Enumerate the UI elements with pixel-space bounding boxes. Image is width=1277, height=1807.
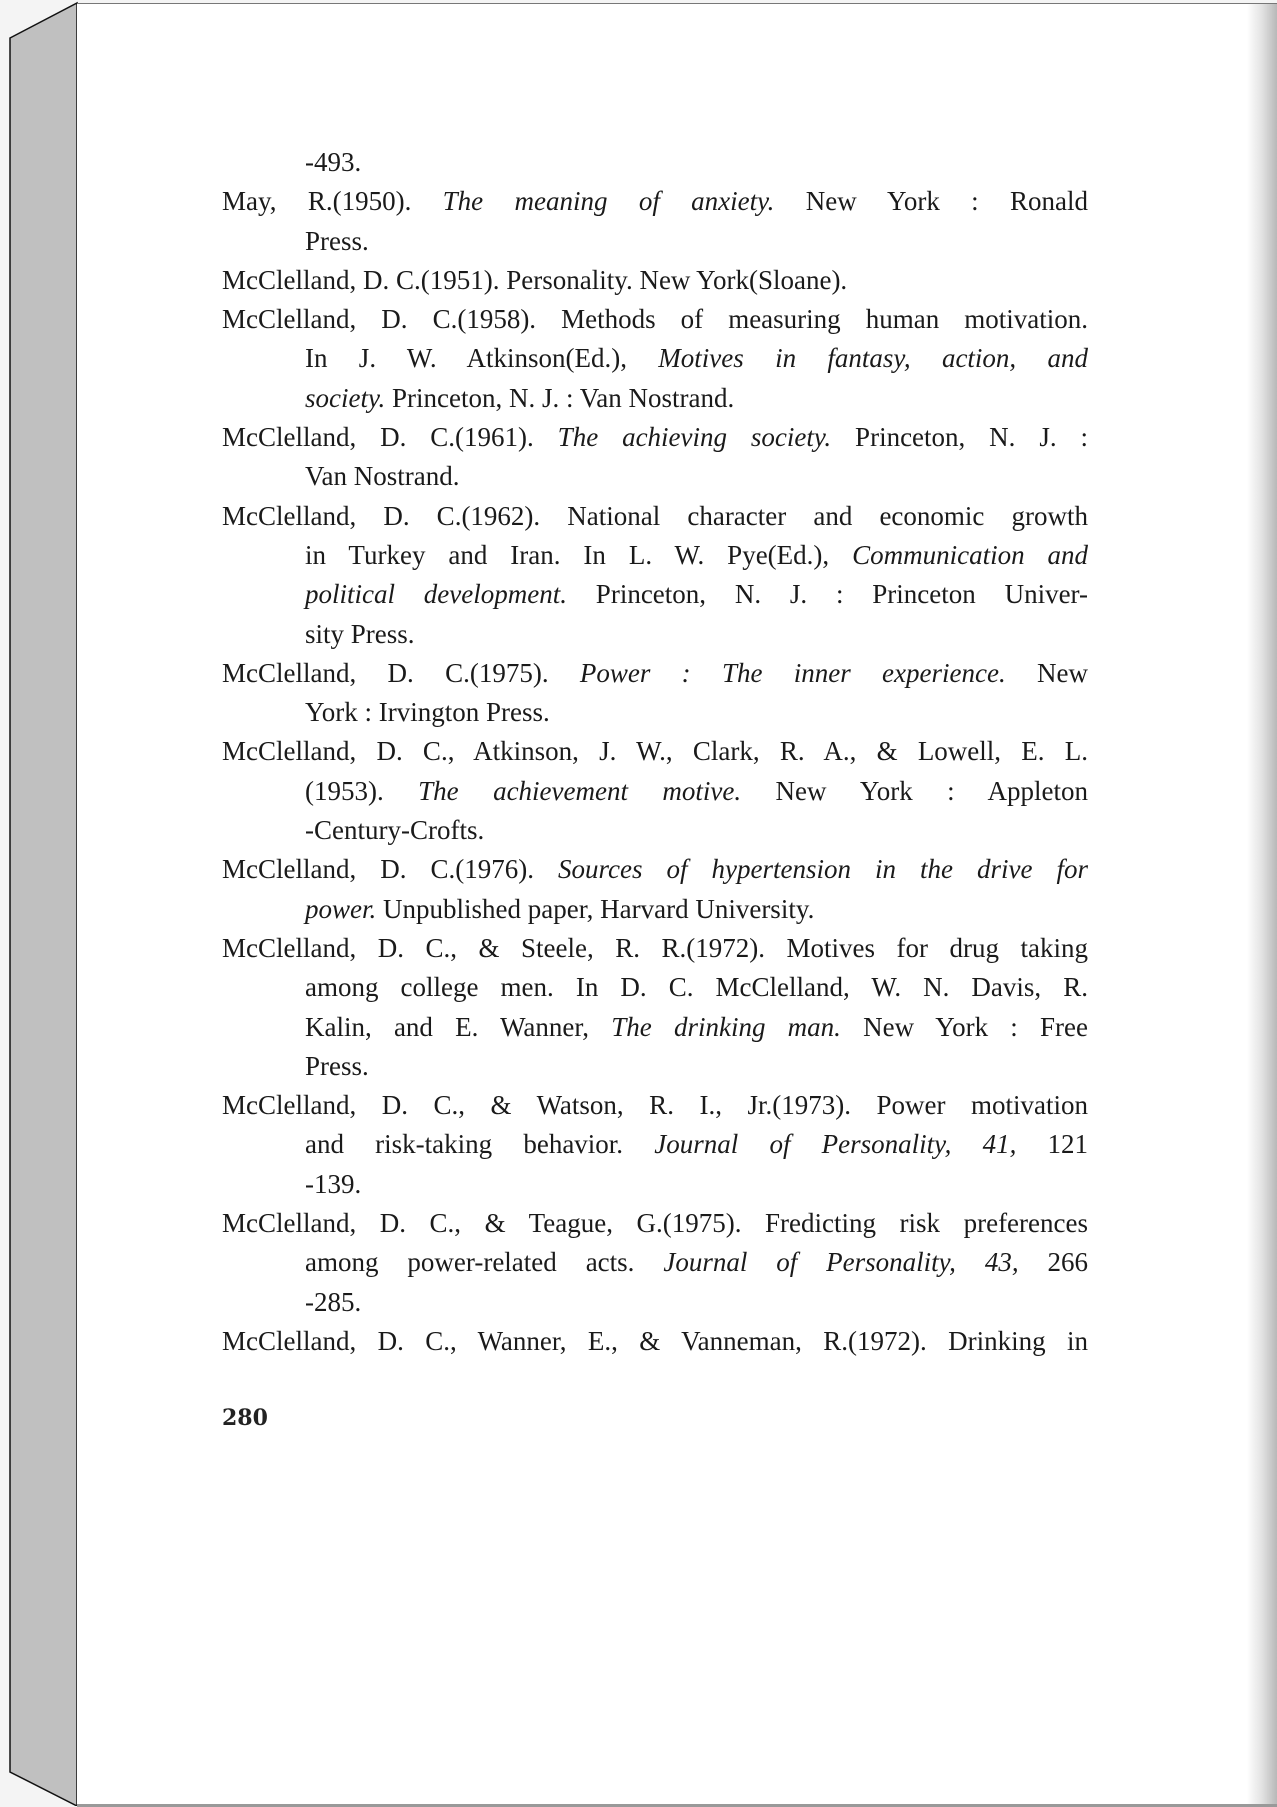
reference-entry — [222, 182, 1088, 261]
reference-text: Press. — [305, 225, 369, 256]
italic-title: power. — [305, 893, 377, 924]
reference-line — [222, 300, 1088, 339]
reference-line — [222, 457, 1088, 496]
italic-title: political development. — [305, 579, 567, 610]
reference-text: -Century-Crofts. — [305, 815, 485, 846]
reference-entry — [222, 1086, 1088, 1204]
reference-line — [222, 732, 1088, 771]
reference-line — [222, 811, 1088, 850]
reference-text: -139. — [305, 1168, 362, 1199]
italic-title: society. — [305, 382, 386, 413]
reference-line — [222, 890, 1088, 929]
reference-entry — [222, 1322, 1088, 1361]
reference-text: Kalin, and E. Wanner, — [305, 1011, 612, 1042]
reference-line — [222, 1204, 1088, 1243]
reference-text: May, R.(1950). — [222, 186, 443, 217]
reference-text: McClelland, D. C.(1962). National character and economic growth — [222, 500, 1088, 531]
reference-line — [222, 379, 1088, 418]
reference-text: New York : Free — [840, 1011, 1088, 1042]
reference-list — [222, 143, 1088, 1361]
reference-line — [222, 929, 1088, 968]
reference-text: Unpublished paper, Harvard University. — [376, 893, 815, 924]
reference-line — [222, 693, 1088, 732]
page-number: 280 — [222, 1405, 268, 1431]
reference-line — [222, 654, 1088, 693]
reference-line — [222, 1047, 1088, 1086]
reference-entry — [222, 143, 1088, 182]
reference-line — [222, 182, 1088, 221]
reference-entry — [222, 654, 1088, 733]
reference-text: Princeton, N. J. : — [831, 422, 1088, 453]
reference-text: McClelland, D. C., Atkinson, J. W., Clark, R. A., & Lowell, E. L. — [222, 736, 1088, 767]
reference-text: New York : Appleton — [741, 775, 1089, 806]
reference-line — [222, 261, 1088, 300]
reference-text: in Turkey and Iran. In L. W. Pye(Ed.), — [305, 539, 853, 570]
reference-line — [222, 1322, 1088, 1361]
italic-title: Sources of hypertension in the drive for — [558, 854, 1088, 885]
reference-entry — [222, 418, 1088, 497]
reference-line — [222, 143, 1088, 182]
italic-title: Journal of Personality, 43, — [663, 1247, 1019, 1278]
reference-text: 266 — [1018, 1247, 1089, 1278]
reference-line — [222, 222, 1088, 261]
reference-entry — [222, 732, 1088, 850]
reference-text: Princeton, N. J. : Van Nostrand. — [385, 382, 735, 413]
reference-line — [222, 615, 1088, 654]
italic-title: Power : The inner experience. — [579, 657, 1006, 688]
italic-title: The achievement motive. — [418, 775, 742, 806]
reference-text: -493. — [305, 147, 362, 177]
book-spine — [0, 0, 78, 1806]
reference-text: 121 — [1016, 1129, 1089, 1160]
reference-text: New — [1005, 657, 1089, 688]
reference-line — [222, 1008, 1088, 1047]
reference-entry — [222, 1204, 1088, 1322]
reference-line — [222, 339, 1088, 378]
reference-text: among power-related acts. — [305, 1247, 664, 1278]
reference-text: McClelland, D. C.(1958). Methods of measuring human motivation. — [222, 304, 1088, 335]
reference-line — [222, 1283, 1088, 1322]
reference-text: McClelland, D. C.(1976). — [222, 854, 558, 885]
reference-line — [222, 1125, 1088, 1164]
reference-line — [222, 536, 1088, 575]
reference-text: Press. — [305, 1050, 369, 1081]
reference-text: New York : Ronald — [774, 186, 1088, 217]
reference-line — [222, 968, 1088, 1007]
reference-text: and risk-taking behavior. — [305, 1129, 655, 1160]
italic-title: The achieving society. — [557, 422, 832, 453]
reference-text: (1953). — [305, 775, 419, 806]
reference-text: -285. — [305, 1286, 362, 1317]
reference-text: McClelland, D. C.(1951). Personality. New York(Sloane). — [222, 264, 848, 295]
reference-line — [222, 1086, 1088, 1125]
italic-title: Motives in fantasy, action, and — [658, 343, 1089, 374]
reference-line — [222, 1243, 1088, 1282]
reference-line — [222, 1165, 1088, 1204]
reference-text: McClelland, D. C., & Steele, R. R.(1972). Motives for drug taking — [222, 932, 1088, 963]
reference-text: Van Nostrand. — [305, 461, 460, 492]
reference-text: among college men. In D. C. McClelland, W. N. Davis, R. — [305, 972, 1088, 1003]
reference-text: In J. W. Atkinson(Ed.), — [305, 343, 659, 374]
reference-entry — [222, 929, 1088, 1086]
reference-text: McClelland, D. C.(1961). — [222, 422, 558, 453]
reference-text: McClelland, D. C., & Watson, R. I., Jr.(1973). Power motivation — [222, 1090, 1088, 1121]
reference-text: McClelland, D. C., Wanner, E., & Vanneman, R.(1972). Drinking in — [222, 1325, 1088, 1356]
reference-line — [222, 850, 1088, 889]
reference-entry — [222, 300, 1088, 418]
italic-title: The drinking man. — [611, 1011, 841, 1042]
reference-line — [222, 418, 1088, 457]
reference-line — [222, 575, 1088, 614]
reference-line — [222, 497, 1088, 536]
italic-title: The meaning of anxiety. — [442, 186, 775, 217]
reference-text: Princeton, N. J. : Princeton Univer- — [567, 579, 1089, 610]
reference-text: McClelland, D. C., & Teague, G.(1975). Fredicting risk preferences — [222, 1208, 1088, 1239]
reference-text: sity Press. — [305, 618, 415, 649]
reference-line — [222, 772, 1088, 811]
reference-text: McClelland, D. C.(1975). — [222, 657, 580, 688]
reference-entry — [222, 261, 1088, 300]
reference-text: York : Irvington Press. — [305, 697, 550, 728]
reference-entry — [222, 497, 1088, 654]
italic-title: Communication and — [852, 539, 1088, 570]
italic-title: Journal of Personality, 41, — [654, 1129, 1017, 1160]
reference-entry — [222, 850, 1088, 929]
